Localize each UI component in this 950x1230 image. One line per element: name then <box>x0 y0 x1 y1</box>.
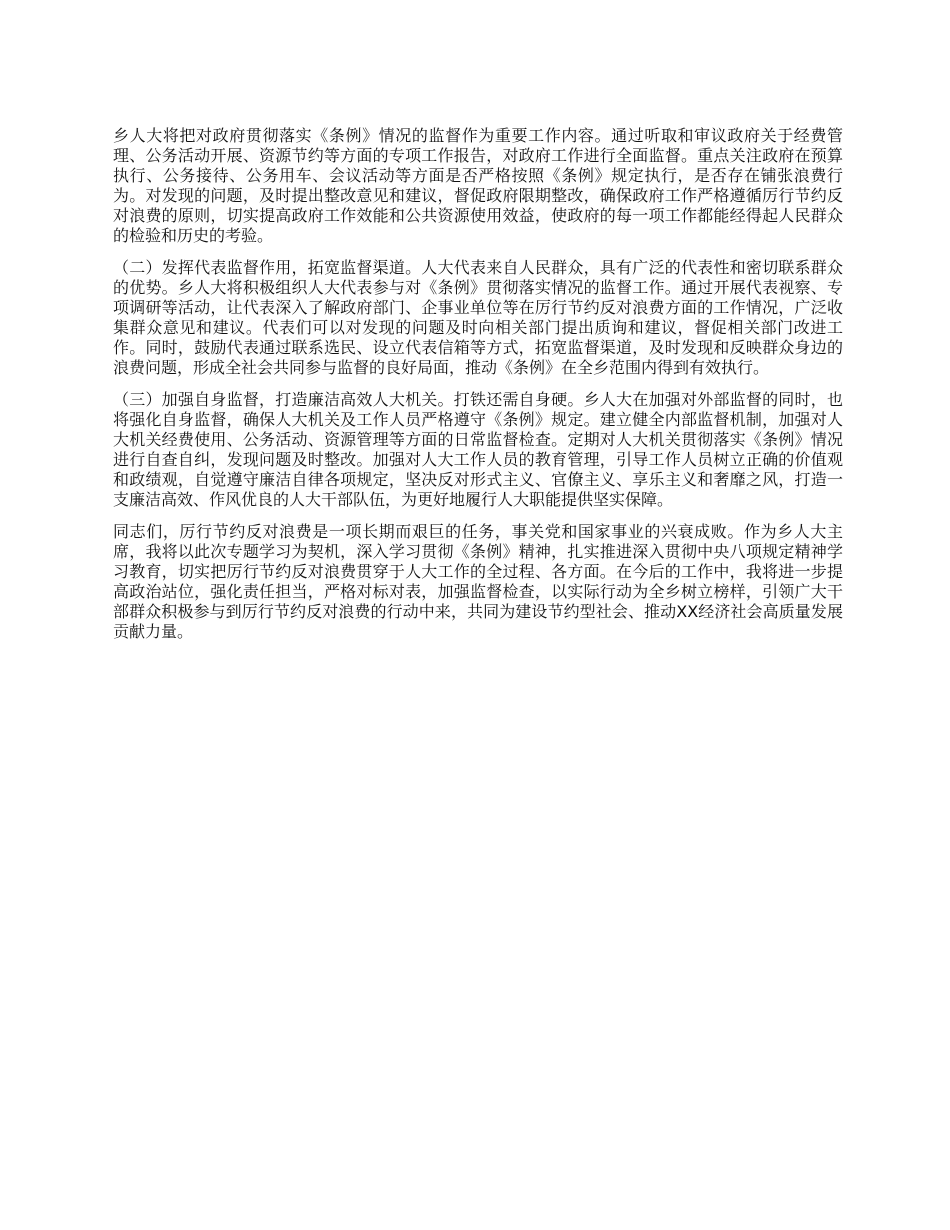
paragraph-self-supervision: （三）加强自身监督，打造廉洁高效人大机关。打铁还需自身硬。乡人大在加强对外部监督的同时，也将强化自身监督，确保人大机关及工作人员严格遵守《条例》规定。建立健全内部监督机制，加强对人大机关经费使用、公务活动、资源管理等方面的日常监督检查。定期对人大机关贯彻落实《条例》情况进行自查自纠，发现问题及时整改。加强对人大工作人员的教育管理，引导工作人员树立正确的价值观和政绩观，自觉遵守廉洁自律各项规定，坚决反对形式主义、官僚主义、享乐主义和奢靡之风，打造一支廉洁高效、作风优良的人大干部队伍，为更好地履行人大职能提供坚实保障。 <box>113 390 843 509</box>
paragraph-government-supervision: 乡人大将把对政府贯彻落实《条例》情况的监督作为重要工作内容。通过听取和审议政府关于经费管理、公务活动开展、资源节约等方面的专项工作报告，对政府工作进行全面监督。重点关注政府在预算执行、公务接待、公务用车、会议活动等方面是否严格按照《条例》规定执行，是否存在铺张浪费行为。对发现的问题，及时提出整改意见和建议，督促政府限期整改，确保政府工作严格遵循厉行节约反对浪费的原则，切实提高政府工作效能和公共资源使用效益，使政府的每一项工作都能经得起人民群众的检验和历史的考验。 <box>113 126 843 245</box>
paragraph-conclusion: 同志们，厉行节约反对浪费是一项长期而艰巨的任务，事关党和国家事业的兴衰成败。作为乡人大主席，我将以此次专题学习为契机，深入学习贯彻《条例》精神，扎实推进深入贯彻中央八项规定精神学习教育，切实把厉行节约反对浪费贯穿于人大工作的全过程、各方面。在今后的工作中，我将进一步提高政治站位，强化责任担当，严格对标对表，加强监督检查，以实际行动为全乡树立榜样，引领广大干部群众积极参与到厉行节约反对浪费的行动中来，共同为建设节约型社会、推动XX经济社会高质量发展贡献力量。 <box>113 522 843 641</box>
document-body <box>113 126 843 654</box>
paragraph-deputy-supervision: （二）发挥代表监督作用，拓宽监督渠道。人大代表来自人民群众，具有广泛的代表性和密切联系群众的优势。乡人大将积极组织人大代表参与对《条例》贯彻落实情况的监督工作。通过开展代表视察、专项调研等活动，让代表深入了解政府部门、企事业单位等在厉行节约反对浪费方面的工作情况，广泛收集群众意见和建议。代表们可以对发现的问题及时向相关部门提出质询和建议，督促相关部门改进工作。同时，鼓励代表通过联系选民、设立代表信箱等方式，拓宽监督渠道，及时发现和反映群众身边的浪费问题，形成全社会共同参与监督的良好局面，推动《条例》在全乡范围内得到有效执行。 <box>113 258 843 377</box>
